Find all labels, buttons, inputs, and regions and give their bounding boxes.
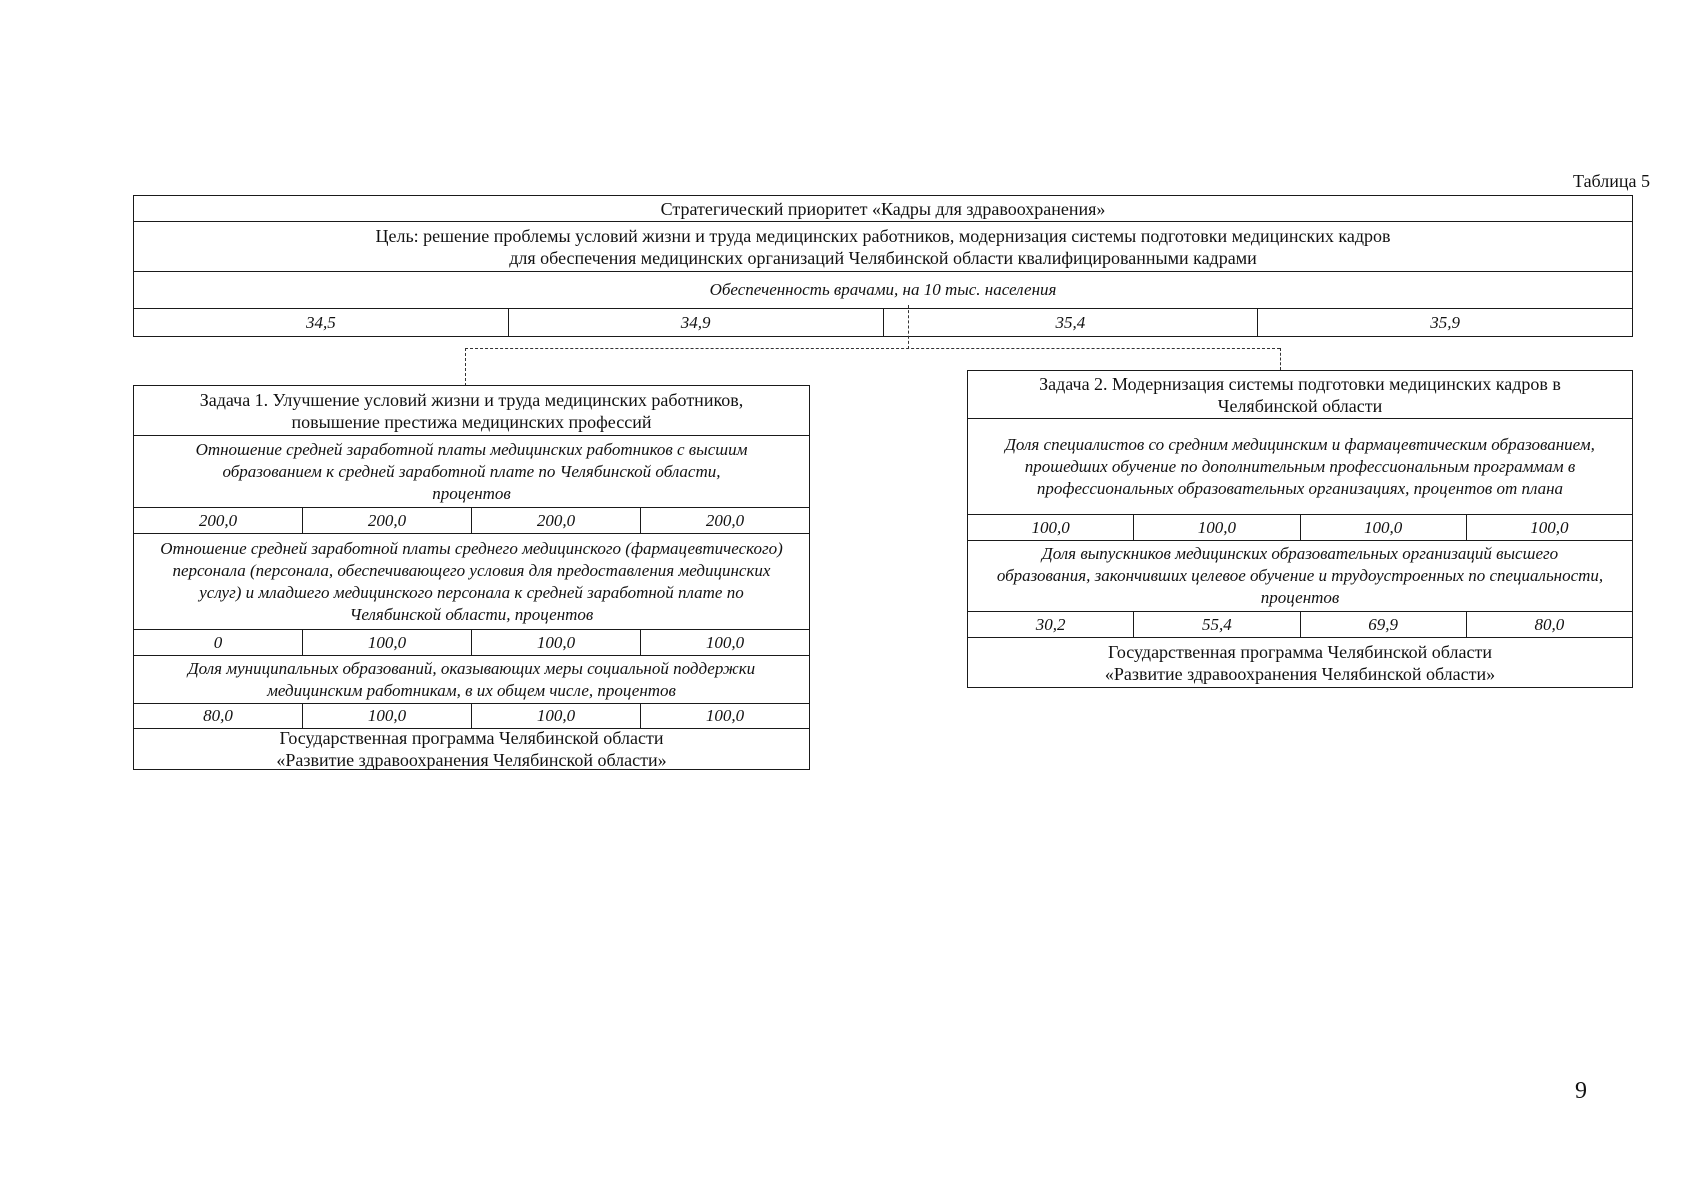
value-cell: 100,0 — [968, 515, 1134, 540]
goal-line-1: Цель: решение проблемы условий жизни и труда медицинских работников, модернизация системы подготовки медицинских кадров — [375, 225, 1391, 246]
value-cell: 200,0 — [472, 508, 641, 533]
value-cell: 200,0 — [134, 508, 303, 533]
goal-line-2: для обеспечения медицинских организаций Челябинской области квалифицированными кадрами — [509, 247, 1257, 268]
priority-table — [133, 195, 1633, 337]
value-cell: 100,0 — [705, 632, 745, 652]
connector-horizontal — [465, 348, 1280, 349]
top-value: 35,9 — [1430, 312, 1460, 332]
task2-indicator-1: Доля специалистов со средним медицинским и фармацевтическим образованием, прошедших обучение по дополнительным профессиональным программам в профессиональных образовательных организациях, процентов от плана — [968, 419, 1632, 515]
task2-title: Задача 2. Модернизация системы подготовки медицинских кадров в Челябинской области — [968, 371, 1632, 419]
task1-indicator-1: Отношение средней заработной платы медицинских работников с высшим образованием к средней заработной плате по Челябинской области, процентов — [134, 436, 809, 508]
task1-values-3 — [134, 704, 809, 729]
table-label: Таблица 5 — [1573, 171, 1650, 191]
value-cell: 200,0 — [705, 510, 745, 530]
program-line-1: Государственная программа Челябинской области — [279, 728, 664, 748]
task2-values-1 — [968, 515, 1632, 541]
value-cell: 69,9 — [1301, 612, 1467, 637]
program-line-2: «Развитие здравоохранения Челябинской области» — [1104, 663, 1496, 684]
value-cell: 55,4 — [1134, 612, 1300, 637]
task1-values-2 — [134, 630, 809, 656]
task1-indicator-2: Отношение средней заработной платы среднего медицинского (фармацевтического) персонала (персонала, обеспечивающего условия для предоставления медицинских услуг) и младшего медицинского персонала к средней заработной плате по Челябинской области, процентов — [134, 534, 809, 630]
value-cell: 100,0 — [472, 630, 641, 655]
value-cell: 0 — [134, 630, 303, 655]
top-value: 34,9 — [509, 309, 884, 336]
top-indicator: Обеспеченность врачами, на 10 тыс. населения — [134, 272, 1632, 309]
program-line-2: «Развитие здравоохранения Челябинской области» — [276, 750, 667, 770]
value-cell: 200,0 — [303, 508, 472, 533]
value-cell: 80,0 — [1534, 614, 1565, 634]
page-number: 9 — [1575, 1078, 1587, 1104]
connector-trunk — [908, 305, 909, 349]
value-cell: 80,0 — [134, 704, 303, 728]
value-cell: 100,0 — [705, 706, 745, 725]
task1-indicator-3: Доля муниципальных образований, оказывающих меры социальной поддержки медицинским работникам, в их общем числе, процентов — [134, 656, 809, 704]
goal-text — [134, 222, 1632, 272]
task1-program — [134, 729, 809, 769]
priority-title: Стратегический приоритет «Кадры для здравоохранения» — [134, 196, 1632, 222]
task1-values-1 — [134, 508, 809, 534]
top-value: 35,4 — [884, 309, 1259, 336]
value-cell: 100,0 — [1134, 515, 1300, 540]
connector-right — [1280, 348, 1281, 370]
value-cell: 100,0 — [472, 704, 641, 728]
task2-program — [968, 638, 1632, 687]
program-line-1: Государственная программа Челябинской области — [1108, 641, 1492, 662]
top-value: 34,5 — [134, 309, 509, 336]
task2-indicator-2: Доля выпускников медицинских образовательных организаций высшего образования, закончивших целевое обучение и трудоустроенных по специальности, процентов — [968, 541, 1632, 612]
task1-table — [133, 385, 810, 770]
value-cell: 100,0 — [1530, 517, 1569, 537]
connector-left — [465, 348, 466, 386]
value-cell: 100,0 — [1301, 515, 1467, 540]
top-values-row — [134, 309, 1632, 336]
value-cell: 100,0 — [303, 630, 472, 655]
task2-table — [967, 370, 1633, 688]
value-cell: 30,2 — [968, 612, 1134, 637]
value-cell: 100,0 — [303, 704, 472, 728]
task2-values-2 — [968, 612, 1632, 638]
task1-title: Задача 1. Улучшение условий жизни и труда медицинских работников, повышение престижа медицинских профессий — [134, 386, 809, 436]
